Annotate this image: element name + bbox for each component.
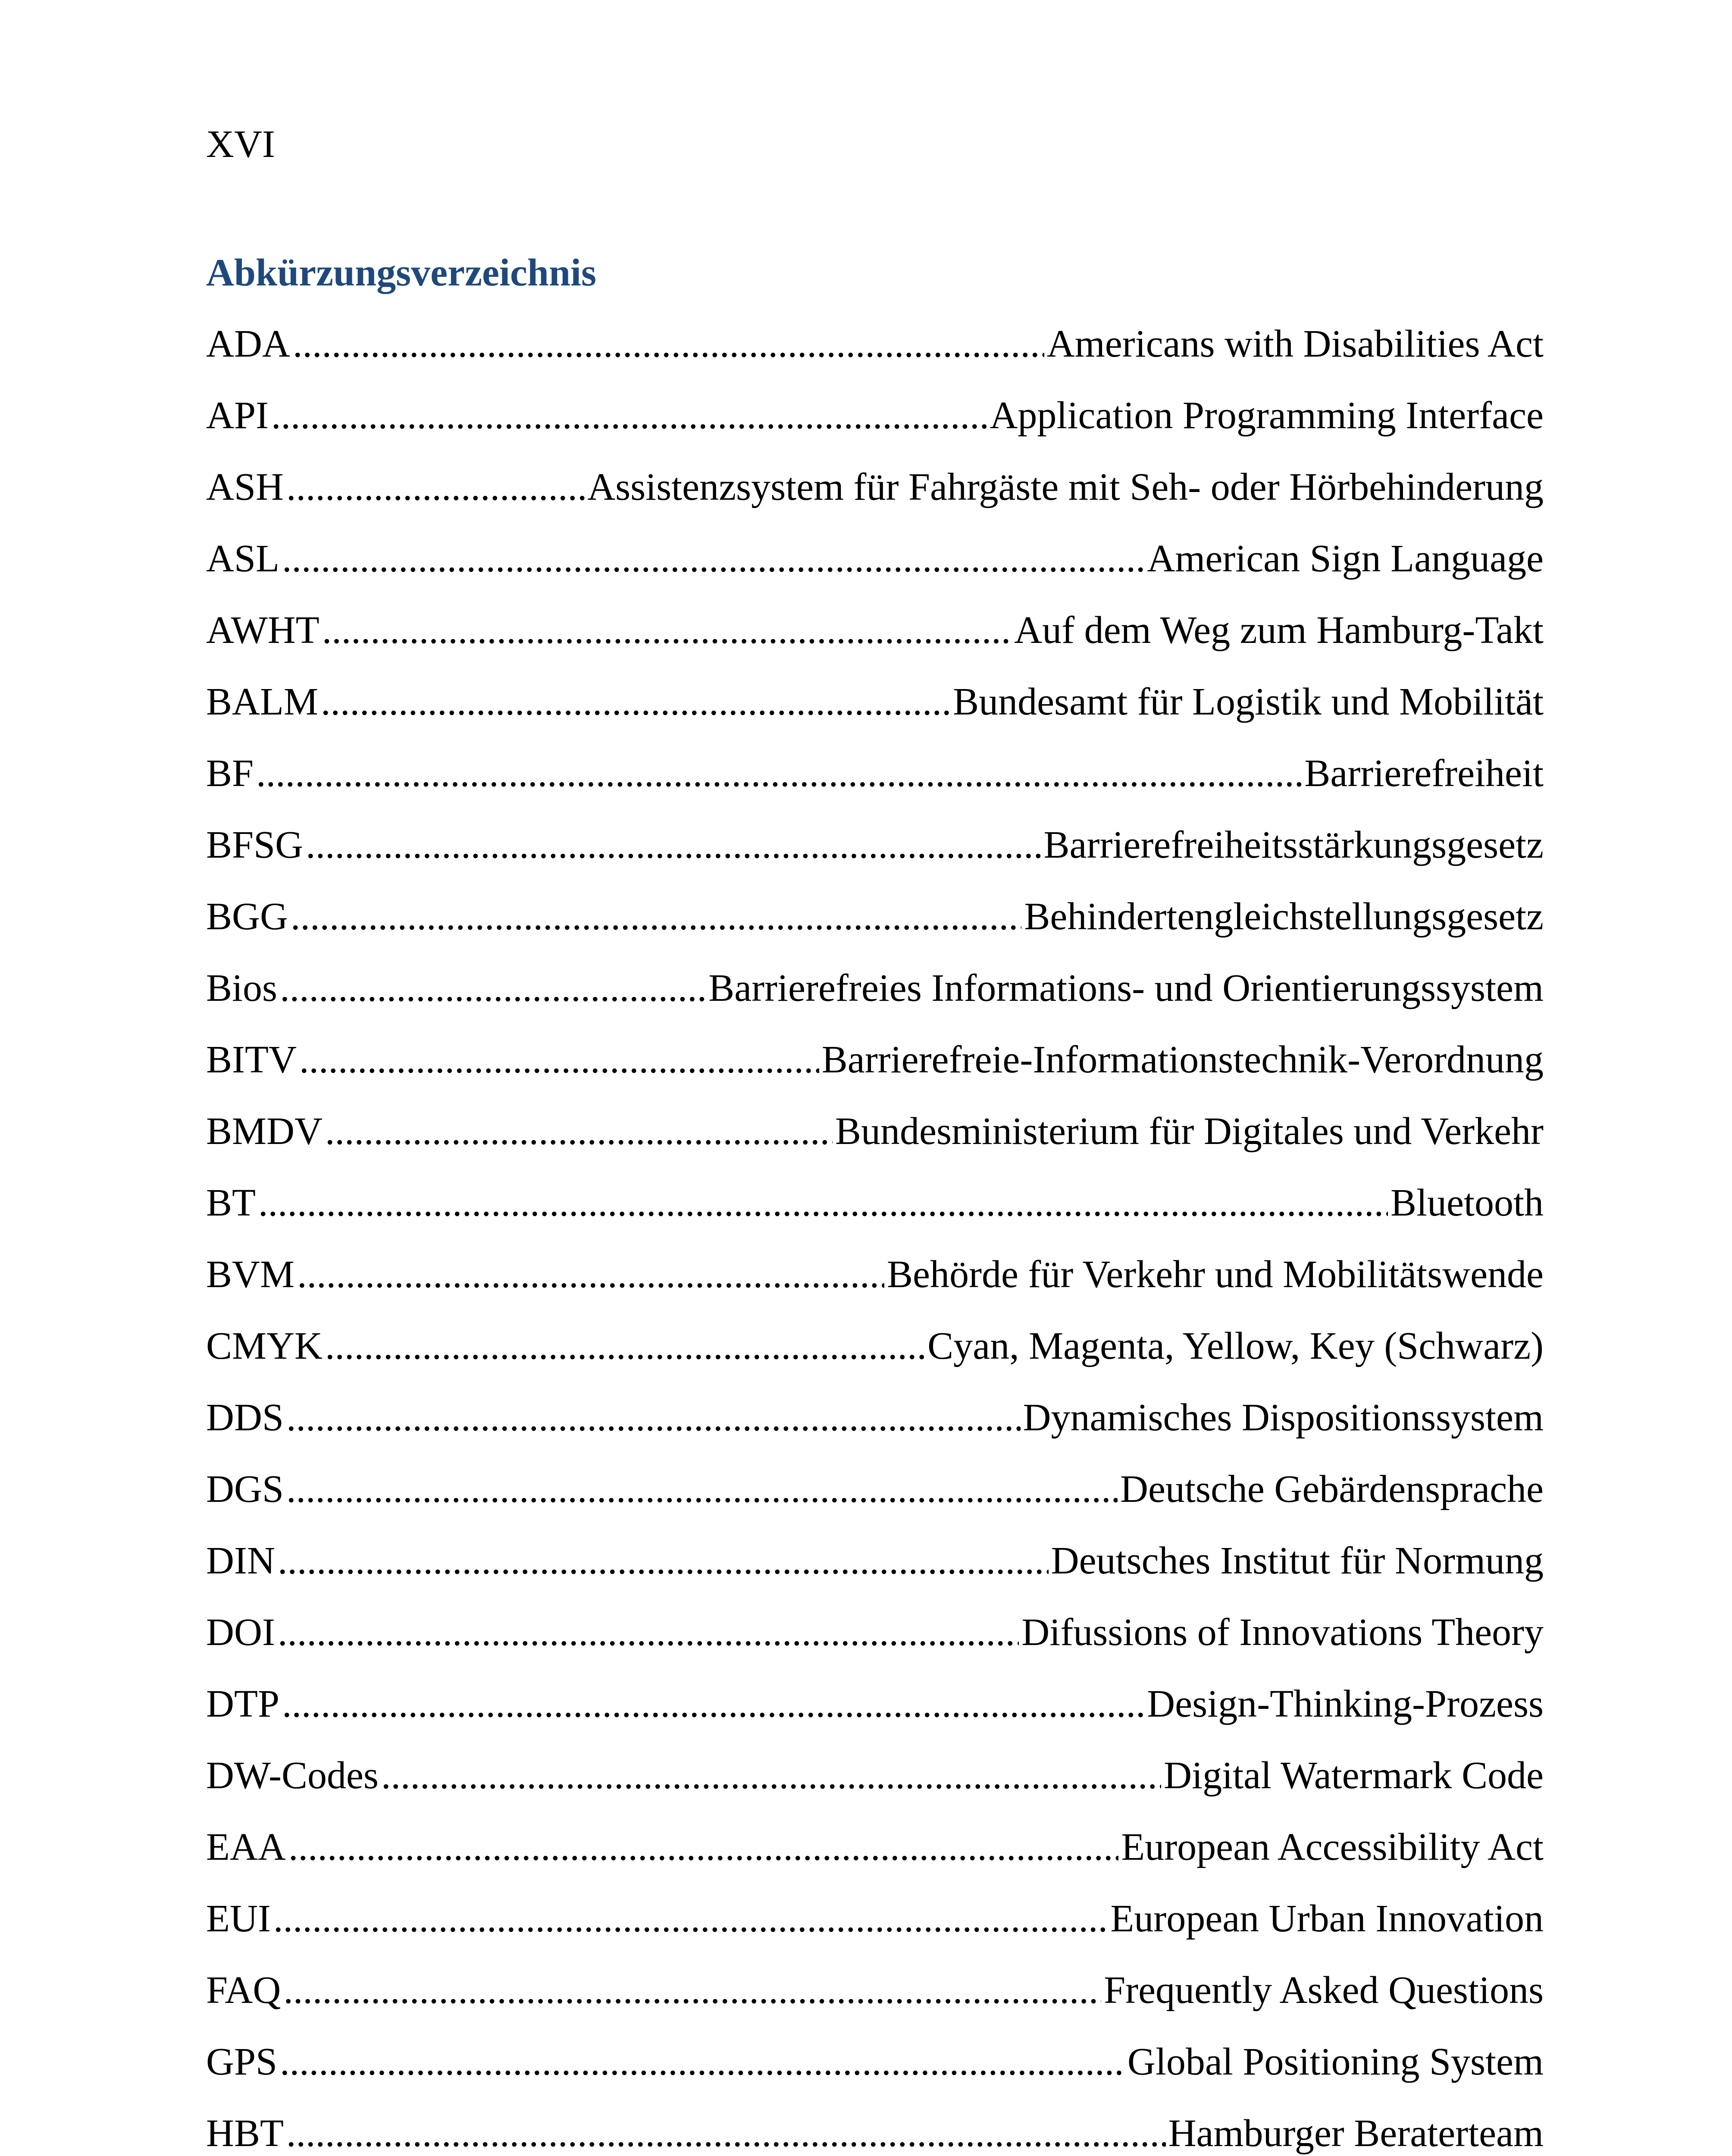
abbreviation-entry <box>206 969 1544 1040</box>
dot-leader <box>288 1828 1118 1867</box>
abbreviation-term: EUI <box>206 1897 271 1940</box>
abbreviation-definition: Application Programming Interface <box>990 394 1544 437</box>
dot-leader <box>278 1613 1019 1652</box>
abbreviation-entry <box>206 1613 1544 1685</box>
abbreviation-definition: Digital Watermark Code <box>1164 1754 1544 1797</box>
dot-leader <box>286 1398 1020 1437</box>
dot-leader <box>280 969 706 1008</box>
abbreviation-term: BT <box>206 1181 256 1224</box>
abbreviation-definition: Deutsche Gebärdensprache <box>1120 1468 1544 1510</box>
abbreviation-entry <box>206 2040 1544 2114</box>
abbreviation-definition: Americans with Disabilities Act <box>1046 323 1544 365</box>
abbreviation-list <box>206 325 1544 2156</box>
abbreviation-term: ASL <box>206 537 280 580</box>
abbreviation-definition: Behindertengleichstellungsgesetz <box>1024 895 1544 938</box>
abbreviation-entry <box>206 1971 1544 2043</box>
dot-leader <box>283 1971 1101 2010</box>
abbreviation-entry <box>206 2114 1544 2156</box>
abbreviation-entry <box>206 1828 1544 1899</box>
abbreviation-definition: Behörde für Verkehr und Mobilitätswende <box>887 1253 1544 1296</box>
abbreviation-definition: Barrierefreie-Informationstechnik-Verordnung <box>821 1038 1544 1081</box>
abbreviation-term: DGS <box>206 1468 284 1510</box>
abbreviation-term: ASH <box>206 466 284 508</box>
abbreviation-entry <box>206 1756 1544 1828</box>
abbreviation-term: DOI <box>206 1611 275 1654</box>
abbreviation-term: BVM <box>206 1253 295 1296</box>
abbreviation-term: DTP <box>206 1683 280 1725</box>
abbreviation-entry <box>206 826 1544 897</box>
abbreviation-term: ADA <box>206 323 290 365</box>
dot-leader <box>325 1112 833 1151</box>
dot-leader <box>381 1756 1161 1795</box>
dot-leader <box>286 2114 1166 2153</box>
abbreviation-entry <box>206 1539 1544 1613</box>
dot-leader <box>256 754 1302 793</box>
abbreviation-term: AWHT <box>206 609 319 652</box>
abbreviation-definition: Assistenzsystem für Fahrgäste mit Seh- oder Hörbehinderung <box>587 466 1544 508</box>
dot-leader <box>282 539 1144 578</box>
abbreviation-term: DDS <box>206 1396 284 1439</box>
abbreviation-entry <box>206 1181 1544 1255</box>
abbreviation-definition: Auf dem Weg zum Hamburg-Takt <box>1014 609 1544 652</box>
abbreviation-entry <box>206 1040 1544 1112</box>
abbreviation-term: BFSG <box>206 824 304 866</box>
abbreviation-entry <box>206 539 1544 611</box>
abbreviation-entry <box>206 1255 1544 1327</box>
abbreviation-entry <box>206 680 1544 754</box>
abbreviation-entry <box>206 1470 1544 1542</box>
abbreviation-term: BGG <box>206 895 288 938</box>
abbreviation-definition: European Accessibility Act <box>1121 1826 1544 1868</box>
dot-leader <box>286 1470 1118 1509</box>
abbreviation-term: FAQ <box>206 1969 281 2012</box>
abbreviation-entry <box>206 1685 1544 1756</box>
abbreviation-entry <box>206 396 1544 468</box>
abbreviation-entry <box>206 1398 1544 1470</box>
dot-leader <box>282 1685 1144 1724</box>
abbreviation-definition: Deutsches Institut für Normung <box>1051 1539 1544 1582</box>
abbreviation-term: CMYK <box>206 1325 323 1367</box>
abbreviation-entry <box>206 611 1544 683</box>
abbreviation-term: Bios <box>206 967 278 1009</box>
dot-leader <box>293 325 1044 364</box>
dot-leader <box>306 826 1041 865</box>
abbreviation-definition: Bundesministerium für Digitales und Verkehr <box>835 1110 1544 1153</box>
dot-leader <box>286 468 585 507</box>
dot-leader <box>258 1184 1388 1222</box>
dot-leader <box>280 2043 1125 2081</box>
abbreviation-definition: Global Positioning System <box>1127 2040 1544 2083</box>
dot-leader <box>291 897 1021 936</box>
dot-leader <box>278 1542 1049 1580</box>
abbreviation-entry <box>206 754 1544 826</box>
dot-leader <box>325 1327 925 1366</box>
abbreviation-term: BITV <box>206 1038 297 1081</box>
abbreviation-definition: Barrierefreiheitsstärkungsgesetz <box>1043 824 1544 866</box>
abbreviation-term: API <box>206 394 269 437</box>
abbreviation-definition: Barrierefreiheit <box>1304 752 1544 795</box>
abbreviation-definition: Difussions of Innovations Theory <box>1021 1611 1544 1654</box>
dot-leader <box>299 1040 819 1079</box>
abbreviation-term: EAA <box>206 1826 286 1868</box>
page-number: XVI <box>206 123 275 166</box>
abbreviation-entry <box>206 325 1544 396</box>
abbreviation-term: BALM <box>206 680 319 723</box>
abbreviation-definition: Barrierefreies Informations- und Orientierungssystem <box>708 967 1544 1009</box>
abbreviation-entry <box>206 897 1544 969</box>
abbreviation-definition: Dynamisches Dispositionssystem <box>1023 1396 1544 1439</box>
abbreviation-term: DIN <box>206 1539 275 1582</box>
abbreviation-entry <box>206 468 1544 539</box>
abbreviation-definition: European Urban Innovation <box>1110 1897 1544 1940</box>
dot-leader <box>271 396 987 435</box>
abbreviation-term: DW-Codes <box>206 1754 379 1797</box>
abbreviation-definition: Bundesamt für Logistik und Mobilität <box>953 680 1544 723</box>
abbreviation-term: HBT <box>206 2112 284 2155</box>
abbreviation-term: BMDV <box>206 1110 323 1153</box>
abbreviation-definition: Frequently Asked Questions <box>1104 1969 1544 2012</box>
abbreviation-term: GPS <box>206 2040 278 2083</box>
dot-leader <box>297 1255 884 1294</box>
abbreviation-definition: Cyan, Magenta, Yellow, Key (Schwarz) <box>927 1325 1544 1367</box>
abbreviation-entry <box>206 1899 1544 1971</box>
dot-leader <box>321 683 950 721</box>
section-heading: Abkürzungsverzeichnis <box>206 251 597 295</box>
dot-leader <box>322 611 1012 650</box>
abbreviation-definition: Bluetooth <box>1391 1181 1544 1224</box>
abbreviation-definition: Design-Thinking-Prozess <box>1147 1683 1544 1725</box>
dot-leader <box>273 1899 1108 1938</box>
abbreviation-definition: American Sign Language <box>1147 537 1544 580</box>
abbreviation-term: BF <box>206 752 254 795</box>
abbreviation-entry <box>206 1112 1544 1184</box>
abbreviation-entry <box>206 1327 1544 1398</box>
abbreviation-definition: Hamburger Beraterteam <box>1168 2112 1544 2155</box>
